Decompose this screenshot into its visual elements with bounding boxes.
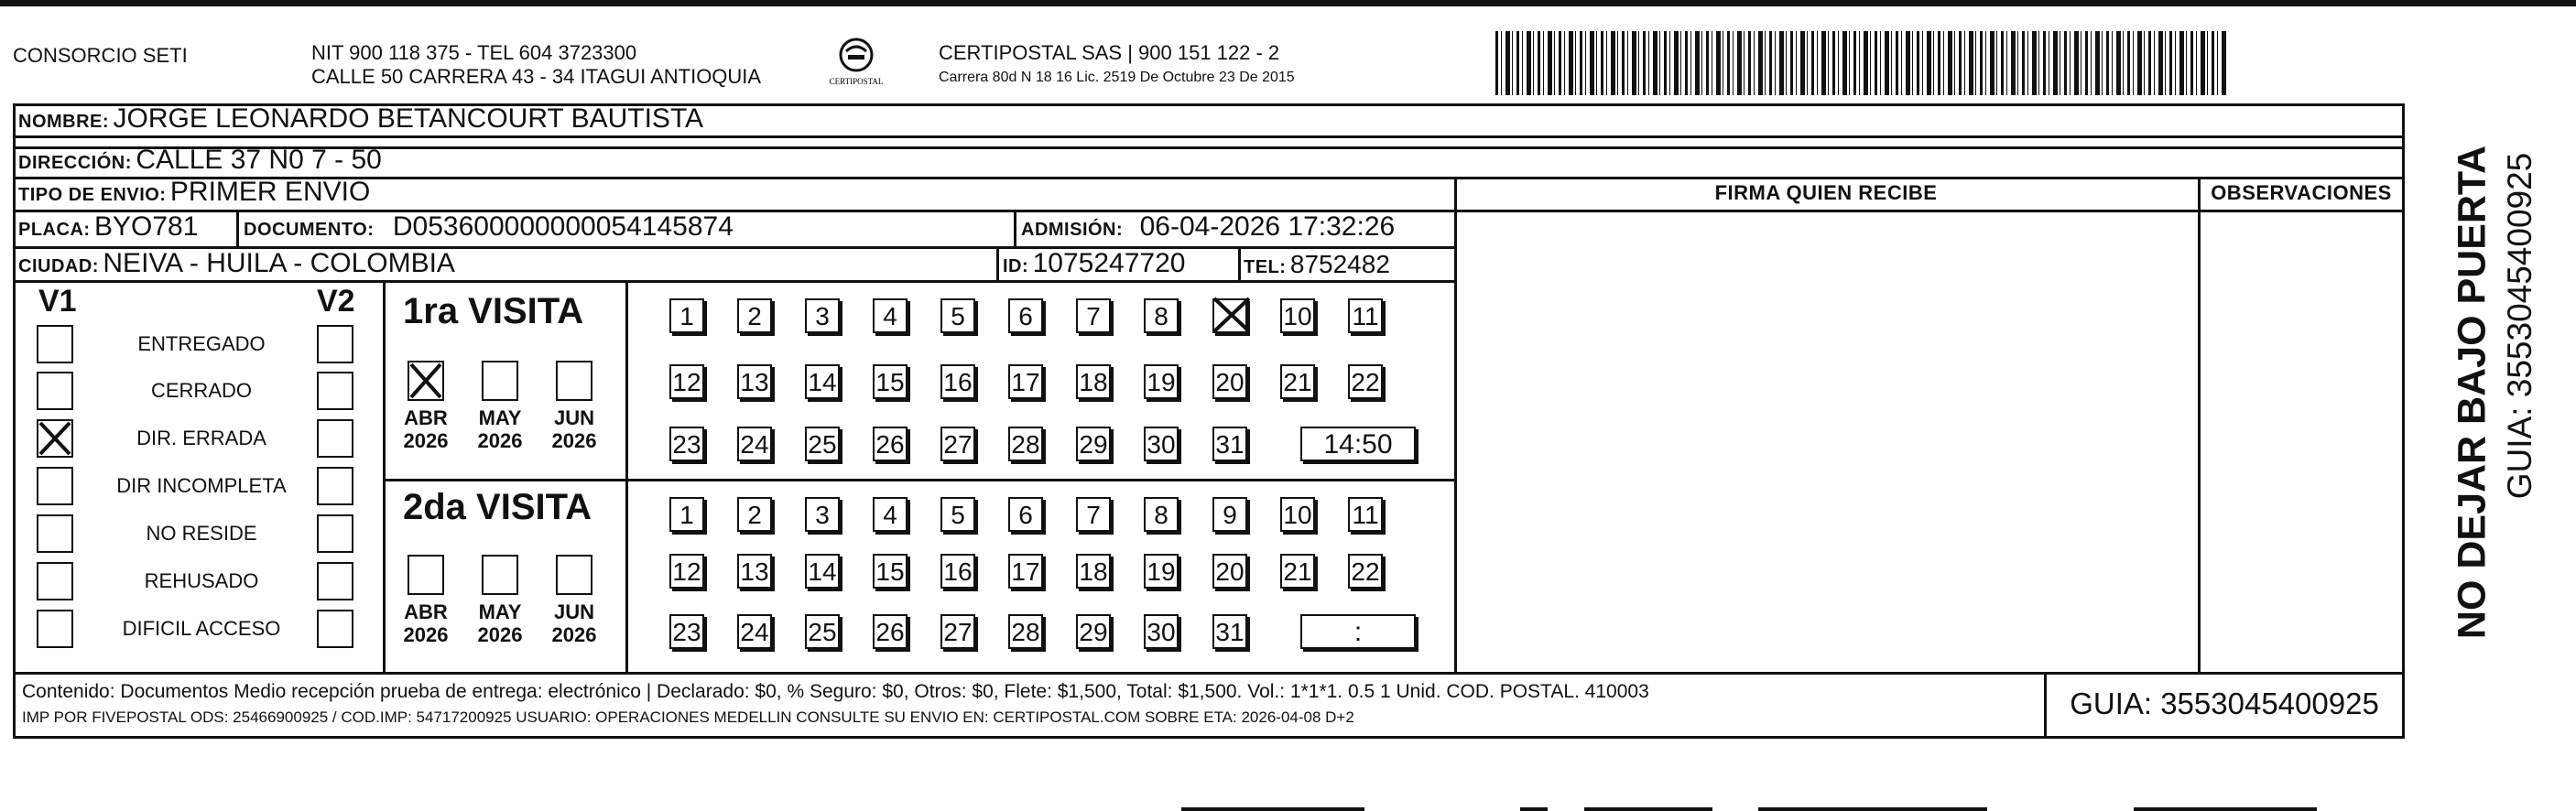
month-year: 2026 bbox=[551, 623, 597, 646]
nombre-label: NOMBRE: bbox=[18, 112, 110, 132]
direccion-value: CALLE 37 N0 7 - 50 bbox=[136, 145, 382, 175]
first-day-26[interactable]: 26 bbox=[873, 427, 908, 461]
first-day-15[interactable]: 15 bbox=[873, 364, 908, 399]
status-label: DIFICIL ACCESO bbox=[122, 617, 281, 640]
second-day-19[interactable]: 19 bbox=[1144, 554, 1179, 589]
top-border bbox=[0, 0, 2576, 6]
first-day-6[interactable]: 6 bbox=[1008, 298, 1043, 333]
first-month-box-may[interactable] bbox=[482, 361, 518, 401]
v2-checkbox[interactable] bbox=[317, 372, 353, 410]
first-day-1[interactable]: 1 bbox=[669, 298, 704, 333]
v2-checkbox[interactable] bbox=[317, 610, 353, 648]
first-day-27[interactable]: 27 bbox=[940, 427, 975, 461]
second-day-12[interactable]: 12 bbox=[669, 554, 704, 589]
documento-label: DOCUMENTO: bbox=[244, 220, 375, 240]
first-month-mark bbox=[408, 361, 444, 401]
second-day-17[interactable]: 17 bbox=[1008, 554, 1043, 589]
logo-text: CERTIPOSTAL bbox=[829, 77, 884, 86]
first-day-25[interactable]: 25 bbox=[805, 427, 840, 461]
first-day-mark bbox=[1211, 295, 1253, 335]
first-day-30[interactable]: 30 bbox=[1144, 427, 1179, 461]
barcode bbox=[1495, 31, 2228, 95]
second-day-23[interactable]: 23 bbox=[669, 614, 704, 649]
id-row bbox=[1003, 248, 1185, 279]
v2-checkbox[interactable] bbox=[317, 562, 353, 600]
second-day-16[interactable]: 16 bbox=[940, 554, 975, 589]
tel-label: TEL: bbox=[1244, 257, 1287, 277]
nit-line: NIT 900 118 375 - TEL 604 3723300 bbox=[311, 41, 637, 64]
second-month-label bbox=[468, 600, 532, 646]
month-year: 2026 bbox=[403, 623, 449, 646]
second-day-22[interactable]: 22 bbox=[1348, 554, 1383, 589]
documento-row bbox=[244, 211, 734, 243]
second-day-9[interactable]: 9 bbox=[1212, 497, 1247, 532]
status-label: ENTREGADO bbox=[137, 332, 266, 355]
month-name: MAY bbox=[478, 600, 522, 623]
address-line: CALLE 50 CARRERA 43 - 34 ITAGUI ANTIOQUIA bbox=[311, 65, 762, 88]
tipo-envio-row bbox=[18, 177, 370, 208]
second-day-6[interactable]: 6 bbox=[1008, 497, 1043, 532]
first-day-4[interactable]: 4 bbox=[873, 298, 908, 333]
second-day-24[interactable]: 24 bbox=[737, 614, 772, 649]
first-day-29[interactable]: 29 bbox=[1076, 427, 1111, 461]
second-day-28[interactable]: 28 bbox=[1008, 614, 1043, 649]
admision-label: ADMISIÓN: bbox=[1021, 220, 1124, 240]
v2-checkbox[interactable] bbox=[317, 419, 353, 458]
second-month-label bbox=[394, 600, 458, 646]
v1-checkbox[interactable] bbox=[37, 562, 73, 600]
month-name: JUN bbox=[553, 406, 594, 429]
tipo-envio-label: TIPO DE ENVIO: bbox=[18, 185, 167, 205]
ciudad-label: CIUDAD: bbox=[18, 256, 99, 276]
no-dejar-bajo-puerta: NO DEJAR BAJO PUERTA bbox=[2450, 145, 2494, 640]
second-day-20[interactable]: 20 bbox=[1212, 554, 1247, 589]
second-month-box-jun[interactable] bbox=[556, 555, 592, 595]
second-day-21[interactable]: 21 bbox=[1280, 554, 1315, 589]
first-day-28[interactable]: 28 bbox=[1008, 427, 1043, 461]
month-year: 2026 bbox=[551, 429, 597, 452]
v1-checkbox[interactable] bbox=[37, 467, 73, 505]
first-month-label bbox=[468, 406, 532, 452]
first-month-label bbox=[394, 406, 458, 452]
documento-value: D053600000000054145874 bbox=[392, 211, 734, 242]
v1-checkbox[interactable] bbox=[37, 610, 73, 648]
month-name: MAY bbox=[478, 406, 522, 429]
month-name: ABR bbox=[404, 406, 448, 429]
second-month-box-may[interactable] bbox=[482, 555, 518, 595]
second-day-25[interactable]: 25 bbox=[805, 614, 840, 649]
second-day-31[interactable]: 31 bbox=[1212, 614, 1247, 649]
second-day-30[interactable]: 30 bbox=[1144, 614, 1179, 649]
month-name: JUN bbox=[553, 600, 594, 623]
tel-value: 8752482 bbox=[1289, 250, 1390, 278]
first-day-10[interactable]: 10 bbox=[1280, 298, 1315, 333]
first-month-label bbox=[542, 406, 606, 452]
guia-vertical: GUIA: 3553045400925 bbox=[2501, 152, 2538, 500]
status-label: REHUSADO bbox=[144, 569, 259, 592]
second-month-label bbox=[542, 600, 606, 646]
v1-handwritten-mark bbox=[37, 419, 73, 458]
placa-row bbox=[18, 211, 198, 243]
status-label: DIR. ERRADA bbox=[136, 427, 266, 449]
nombre-row bbox=[18, 103, 703, 135]
first-day-14[interactable]: 14 bbox=[805, 364, 840, 399]
second-day-4[interactable]: 4 bbox=[873, 497, 908, 532]
second-time-box[interactable]: : bbox=[1300, 614, 1416, 649]
placa-label: PLACA: bbox=[18, 220, 91, 240]
first-day-31[interactable]: 31 bbox=[1212, 427, 1247, 461]
first-day-11[interactable]: 11 bbox=[1348, 298, 1383, 333]
certipostal-logo bbox=[824, 37, 888, 90]
month-year: 2026 bbox=[477, 623, 523, 646]
first-day-16[interactable]: 16 bbox=[940, 364, 975, 399]
first-day-22[interactable]: 22 bbox=[1348, 364, 1383, 399]
first-day-19[interactable]: 19 bbox=[1144, 364, 1179, 399]
v2-checkbox[interactable] bbox=[317, 514, 353, 553]
second-day-5[interactable]: 5 bbox=[940, 497, 975, 532]
tel-row bbox=[1244, 250, 1390, 279]
admision-value: 06-04-2026 17:32:26 bbox=[1139, 211, 1396, 242]
footer-line1: Contenido: Documentos Medio recepción prueba de entrega: electrónico | Declarado: $0, % Seguro: $0, Otros: $0, Flete: $1,500, Total: $1,500. Vol.: 1*1*1. 0.5 1 Unid. COD. POSTAL. 410003 bbox=[22, 681, 1649, 702]
second-day-10[interactable]: 10 bbox=[1280, 497, 1315, 532]
first-month-box-jun[interactable] bbox=[556, 361, 592, 401]
first-day-13[interactable]: 13 bbox=[737, 364, 772, 399]
observaciones-header: OBSERVACIONES bbox=[2211, 181, 2392, 204]
second-day-8[interactable]: 8 bbox=[1144, 497, 1179, 532]
footer-line2: IMP POR FIVEPOSTAL ODS: 25466900925 / COD.IMP: 54717200925 USUARIO: OPERACIONES MEDELLIN CONSULTE SU ENVIO EN: CERTIPOSTAL.COM SOBRE ETA: 2026-04-08 D+2 bbox=[22, 708, 1354, 726]
direccion-row bbox=[18, 145, 382, 176]
v2-header: V2 bbox=[317, 284, 355, 319]
ciudad-value: NEIVA - HUILA - COLOMBIA bbox=[103, 248, 455, 278]
first-day-21[interactable]: 21 bbox=[1280, 364, 1315, 399]
second-day-14[interactable]: 14 bbox=[805, 554, 840, 589]
first-day-12[interactable]: 12 bbox=[669, 364, 704, 399]
second-day-27[interactable]: 27 bbox=[940, 614, 975, 649]
second-day-29[interactable]: 29 bbox=[1076, 614, 1111, 649]
second-day-7[interactable]: 7 bbox=[1076, 497, 1111, 532]
month-name: ABR bbox=[404, 600, 448, 623]
v1-checkbox[interactable] bbox=[37, 514, 73, 553]
id-label: ID: bbox=[1003, 256, 1029, 276]
second-day-1[interactable]: 1 bbox=[669, 497, 704, 532]
v2-checkbox[interactable] bbox=[317, 467, 353, 505]
first-day-17[interactable]: 17 bbox=[1008, 364, 1043, 399]
month-year: 2026 bbox=[403, 429, 449, 452]
status-label: DIR INCOMPLETA bbox=[116, 474, 287, 497]
first-day-3[interactable]: 3 bbox=[805, 298, 840, 333]
admision-row bbox=[1021, 211, 1395, 243]
second-day-13[interactable]: 13 bbox=[737, 554, 772, 589]
second-visit-title: 2da VISITA bbox=[403, 487, 592, 527]
first-day-18[interactable]: 18 bbox=[1076, 364, 1111, 399]
second-day-3[interactable]: 3 bbox=[805, 497, 840, 532]
id-value: 1075247720 bbox=[1032, 248, 1186, 278]
v2-checkbox[interactable] bbox=[317, 325, 353, 363]
company-name: CONSORCIO SETI bbox=[13, 44, 188, 67]
tipo-envio-value: PRIMER ENVIO bbox=[169, 177, 371, 207]
certipostal-line: CERTIPOSTAL SAS | 900 151 122 - 2 bbox=[939, 41, 1280, 64]
first-day-5[interactable]: 5 bbox=[940, 298, 975, 333]
second-day-15[interactable]: 15 bbox=[873, 554, 908, 589]
first-day-20[interactable]: 20 bbox=[1212, 364, 1247, 399]
first-visit-title: 1ra VISITA bbox=[403, 291, 584, 331]
second-day-26[interactable]: 26 bbox=[873, 614, 908, 649]
first-day-7[interactable]: 7 bbox=[1076, 298, 1111, 333]
v1-header: V1 bbox=[38, 284, 77, 319]
first-day-8[interactable]: 8 bbox=[1144, 298, 1179, 333]
placa-value: BYO781 bbox=[94, 211, 199, 242]
month-year: 2026 bbox=[477, 429, 523, 452]
second-day-11[interactable]: 11 bbox=[1348, 497, 1383, 532]
status-label: CERRADO bbox=[150, 379, 252, 402]
first-day-2[interactable]: 2 bbox=[737, 298, 772, 333]
nombre-value: JORGE LEONARDO BETANCOURT BAUTISTA bbox=[113, 103, 704, 134]
status-label: NO RESIDE bbox=[146, 522, 257, 545]
first-day-24[interactable]: 24 bbox=[737, 427, 772, 461]
ciudad-row bbox=[18, 248, 455, 279]
first-day-23[interactable]: 23 bbox=[669, 427, 704, 461]
second-day-2[interactable]: 2 bbox=[737, 497, 772, 532]
footer-guia: GUIA: 3553045400925 bbox=[2070, 687, 2379, 720]
second-month-box-abr[interactable] bbox=[408, 555, 444, 595]
license-line: Carrera 80d N 18 16 Lic. 2519 De Octubre 23 De 2015 bbox=[939, 70, 1295, 85]
second-day-18[interactable]: 18 bbox=[1076, 554, 1111, 589]
v1-checkbox[interactable] bbox=[37, 325, 73, 363]
firma-header: FIRMA QUIEN RECIBE bbox=[1714, 181, 1938, 204]
first-time-box[interactable]: 14:50 bbox=[1300, 427, 1416, 461]
direccion-label: DIRECCIÓN: bbox=[18, 153, 132, 173]
v1-checkbox[interactable] bbox=[37, 372, 73, 410]
